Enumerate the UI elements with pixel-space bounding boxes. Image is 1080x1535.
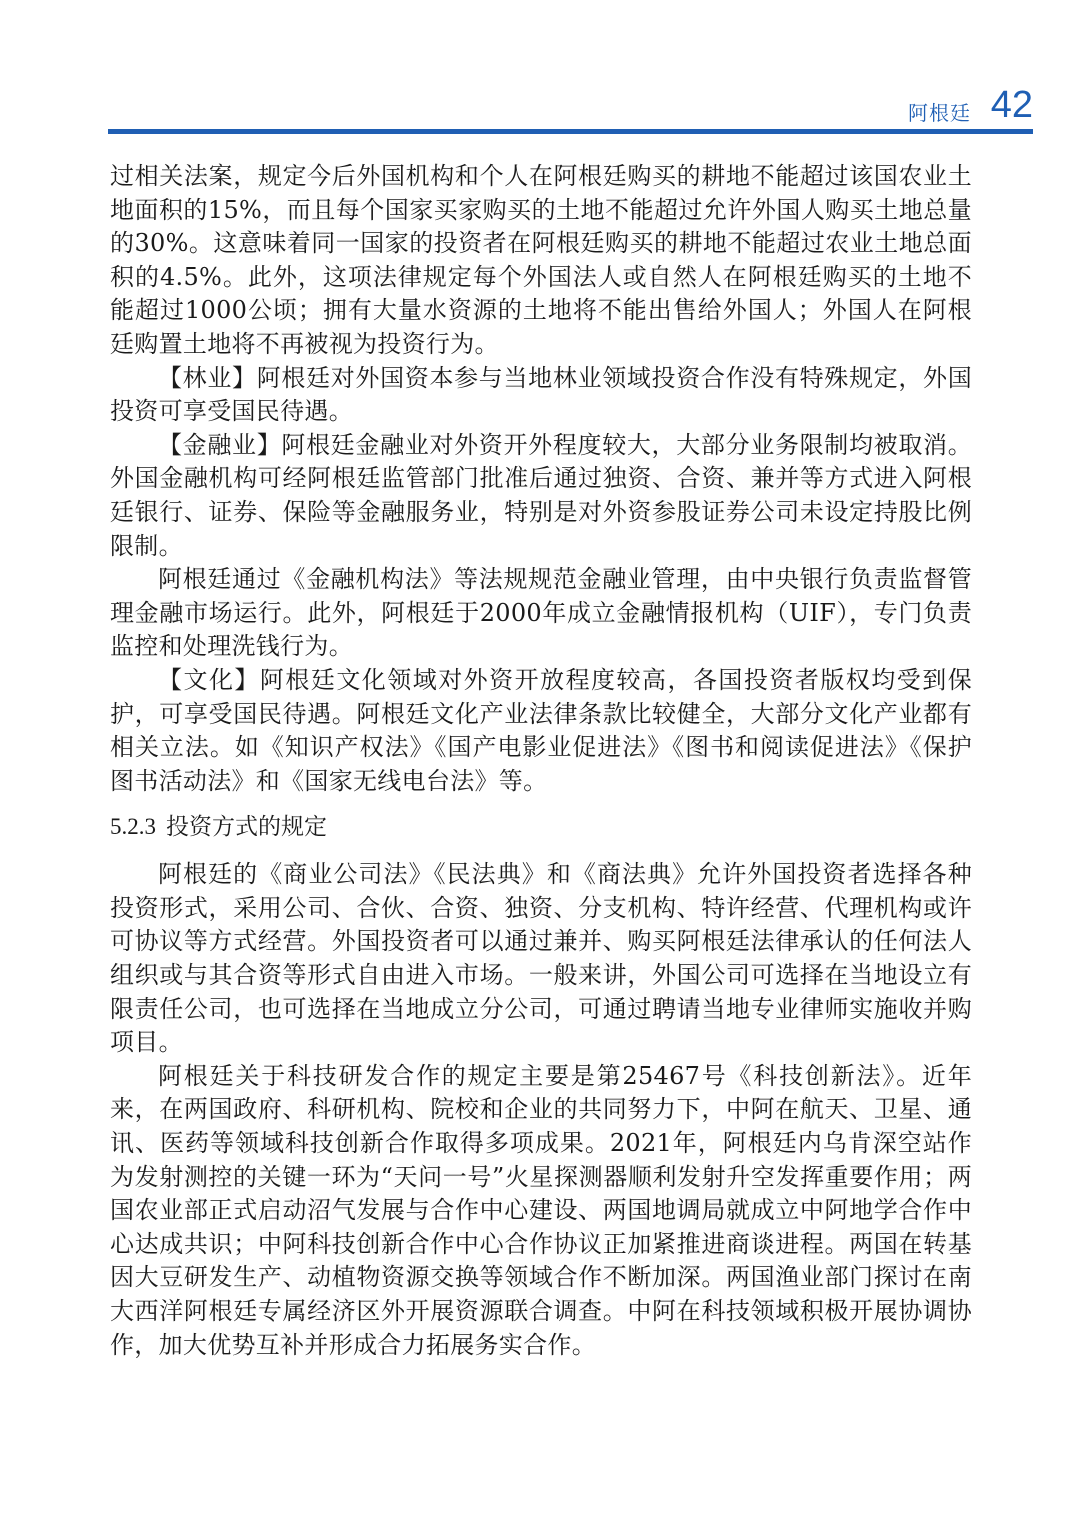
- page-body: [110, 160, 972, 1362]
- page-number: 42: [990, 84, 1033, 126]
- paragraph-investment-forms: 阿根廷的《商业公司法》《民法典》和《商法典》允许外国投资者选择各种投资形式，采用公司、合伙、合资、独资、分支机构、特许经营、代理机构或许可协议等方式经营。外国投资者可以通过兼并、购买阿根廷法律承认的任何法人组织或与其合资等形式自由进入市场。一般来讲，外国公司可选择在当地设立有限责任公司，也可选择在当地成立分公司，可通过聘请当地专业律师实施收并购项目。: [110, 860, 972, 1057]
- paragraph-finance: 【金融业】阿根廷金融业对外资开外程度较大，大部分业务限制均被取消。外国金融机构可经阿根廷监管部门批准后通过独资、合资、兼并等方式进入阿根廷银行、证券、保险等金融服务业，特别是对外资参股证券公司未设定持股比例限制。: [110, 430, 972, 560]
- paragraph-finance-regulation: 阿根廷通过《金融机构法》等法规规范金融业管理，由中央银行负责监督管理金融市场运行。此外，阿根廷于2000年成立金融情报机构（UIF），专门负责监控和处理洗钱行为。: [110, 565, 972, 661]
- header-country-title: 阿根廷: [908, 101, 971, 125]
- section-heading: [110, 810, 972, 844]
- section-title: 投资方式的规定: [166, 814, 327, 841]
- paragraph-science-cooperation: 阿根廷关于科技研发合作的规定主要是第25467号《科技创新法》。近年来，在两国政府、科研机构、院校和企业的共同努力下，中阿在航天、卫星、通讯、医药等领域科技创新合作取得多项成果。2021年，阿根廷内乌肯深空站作为发射测控的关键一环为“天问一号”火星探测器顺利发射升空发挥重要作用；两国农业部正式启动沼气发展与合作中心建设、两国地调局就成立中阿地学合作中心达成共识；中阿科技创新合作中心合作协议正加紧推进商谈进程。两国在转基因大豆研发生产、动植物资源交换等领域合作不断加深。两国渔业部门探讨在南大西洋阿根廷专属经济区外开展资源联合调查。中阿在科技领域积极开展协调协作，加大优势互补并形成合力拓展务实合作。: [110, 1061, 972, 1359]
- paragraph-forestry: 【林业】阿根廷对外国资本参与当地林业领域投资合作没有特殊规定，外国投资可享受国民待遇。: [110, 363, 972, 426]
- header-divider: [108, 129, 1033, 134]
- section-number: 5.2.3: [110, 814, 156, 840]
- paragraph-land-law: 过相关法案，规定今后外国机构和个人在阿根廷购买的耕地不能超过该国农业土地面积的15%，而且每个国家买家购买的土地不能超过允许外国人购买土地总量的30%。这意味着同一国家的投资者在阿根廷购买的耕地不能超过农业土地总面积的4.5%。此外，这项法律规定每个外国法人或自然人在阿根廷购买的土地不能超过1000公顷；拥有大量水资源的土地将不能出售给外国人；外国人在阿根廷购置土地将不再被视为投资行为。: [110, 162, 972, 358]
- page-header: [108, 85, 1033, 135]
- paragraph-culture: 【文化】阿根廷文化领域对外资开放程度较高，各国投资者版权均受到保护，可享受国民待遇。阿根廷文化产业法律条款比较健全，大部分文化产业都有相关立法。如《知识产权法》《国产电影业促进法》《图书和阅读促进法》《保护图书活动法》和《国家无线电台法》等。: [110, 665, 972, 795]
